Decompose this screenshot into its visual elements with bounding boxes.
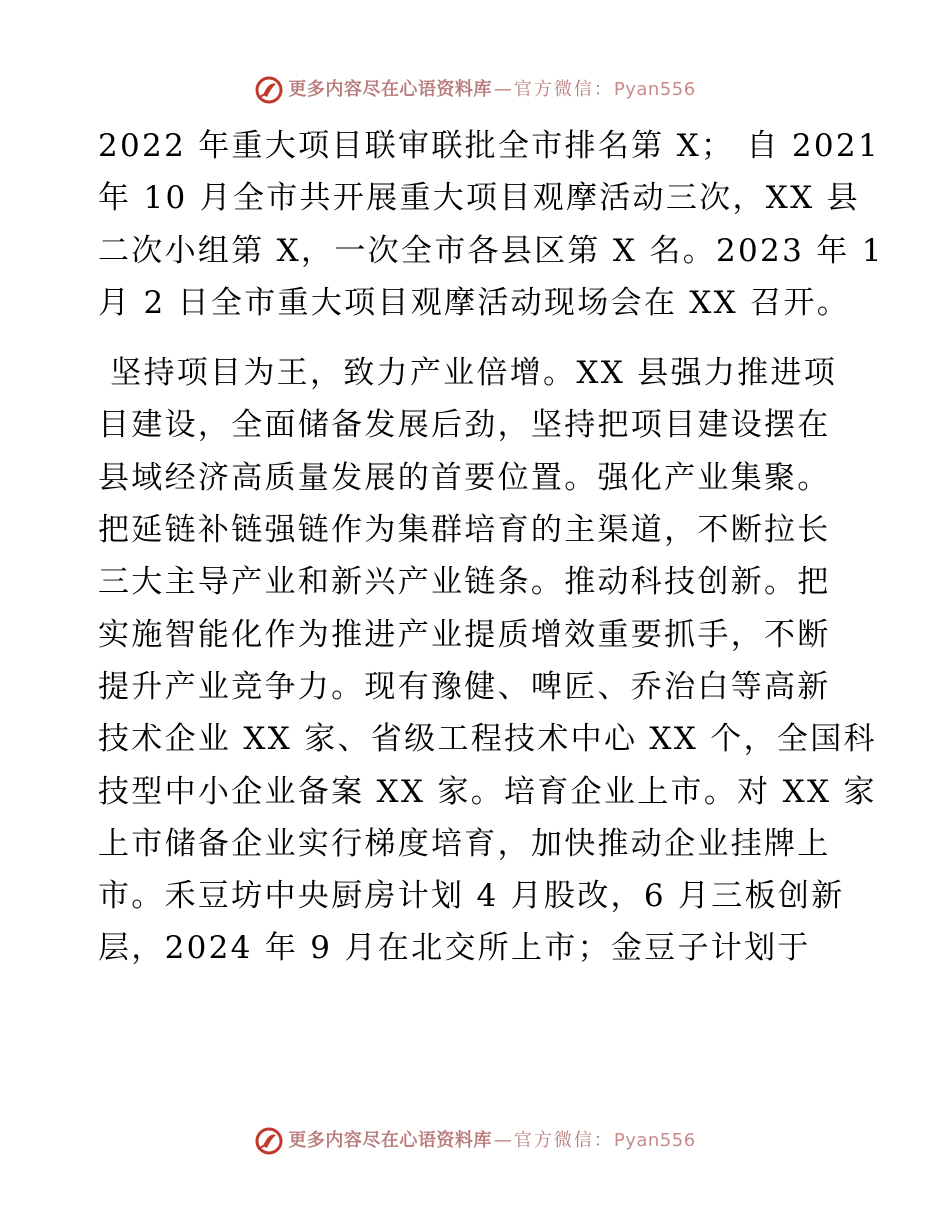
text-line: 二次小组第 X，一次全市各县区第 X 名。2023 年 1 [98, 232, 884, 269]
banner-title: 更多内容尽在心语资料库 [288, 79, 492, 100]
banner-wechat-label: 官方微信： [513, 1130, 614, 1151]
text-line: 三大主导产业和新兴产业链条。推动科技创新。把 [98, 564, 831, 601]
text-line: 2022 年重大项目联审联批全市排名第 X； 自 2021 [98, 128, 880, 164]
brand-logo-icon [254, 75, 284, 105]
banner-wechat-id: Pyan556 [613, 79, 696, 100]
brand-logo-icon [254, 1126, 284, 1156]
banner-wechat-id: Pyan556 [613, 1130, 696, 1151]
text-line: 年 10 月全市共开展重大项目观摩活动三次，XX 县 [98, 180, 860, 217]
banner-dash: — [493, 79, 512, 100]
footer-banner [0, 1126, 950, 1156]
banner-wechat-label: 官方微信： [513, 79, 614, 100]
text-line: 坚持项目为王，致力产业倍增。XX 县强力推进项 [98, 355, 838, 392]
text-line: 提升产业竞争力。现有豫健、啤匠、乔治白等高新 [98, 668, 831, 705]
text-line: 目建设，全面储备发展后劲，坚持把项目建设摆在 [98, 407, 831, 444]
paragraph-1 [98, 120, 884, 329]
text-line: 市。禾豆坊中央厨房计划 4 月股改，6 月三板创新 [98, 878, 845, 915]
banner-title: 更多内容尽在心语资料库 [288, 1130, 492, 1151]
header-banner [0, 75, 950, 105]
text-line: 层，2024 年 9 月在北交所上市；金豆子计划于 [98, 930, 811, 967]
document-body [98, 120, 884, 975]
text-line: 技术企业 XX 家、省级工程技术中心 XX 个，全国科 [98, 721, 877, 758]
text-line: 把延链补链强链作为集群培育的主渠道，不断拉长 [98, 512, 831, 549]
text-line: 实施智能化作为推进产业提质增效重要抓手，不断 [98, 616, 831, 653]
text-line: 县域经济高质量发展的首要位置。强化产业集聚。 [98, 459, 831, 496]
text-line: 月 2 日全市重大项目观摩活动现场会在 XX 召开。 [98, 284, 851, 321]
text-line: 技型中小企业备案 XX 家。培育企业上市。对 XX 家 [98, 773, 877, 810]
banner-dash: — [493, 1130, 512, 1151]
text-line: 上市储备企业实行梯度培育，加快推动企业挂牌上 [98, 825, 831, 862]
paragraph-2 [98, 347, 877, 975]
